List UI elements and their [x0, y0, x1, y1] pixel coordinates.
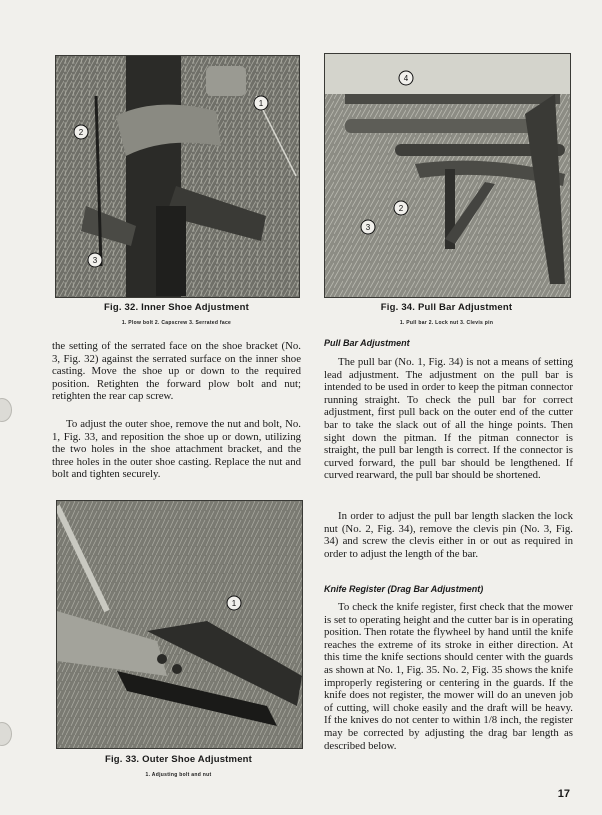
body-paragraph: the setting of the serrated face on the shoe bracket (No. 3, Fig. 32) against the serrated surface on the inner shoe casting. Move the shoe up or down to the required position. Retighten the forward plow bolt and nut; retighten the rear cap screw.	[52, 340, 301, 403]
section-heading-pull-bar: Pull Bar Adjustment	[324, 338, 410, 348]
figure-32-caption: Fig. 32. Inner Shoe Adjustment	[104, 302, 249, 313]
section-heading-knife-register: Knife Register (Drag Bar Adjustment)	[324, 584, 484, 594]
body-paragraph: The pull bar (No. 1, Fig. 34) is not a means of setting lead adjustment. The adjustment on the pull bar is intended to be used in order to keep the pitman connector running straight. To check the pull bar for correct adjustment, first pull back on the outer end of the cutter bar to take the slack out of all the hinge points. Then sight down the pitman. If the pitman connector is straight, the pull bar length is correct. If the connector is curved forward, the pull bar should be lengthened. If curved rearward, the pull bar should be shortened.	[324, 356, 573, 482]
binder-hole-bottom	[0, 722, 12, 746]
figure-34-caption: Fig. 34. Pull Bar Adjustment	[380, 302, 513, 313]
svg-text:4: 4	[403, 74, 409, 83]
figure-33-callouts	[56, 500, 301, 747]
binder-hole-top	[0, 398, 12, 422]
callout-marker	[74, 125, 88, 139]
body-paragraph: In order to adjust the pull bar length slacken the lock nut (No. 2, Fig. 34), remove the clevis pin (No. 3, Fig. 34) and screw the clevis either in or out as required in order to adjust the length of the bar.	[324, 510, 573, 560]
svg-text:3: 3	[365, 223, 371, 232]
svg-text:3: 3	[92, 256, 98, 265]
callout-marker	[394, 201, 408, 215]
callout-marker	[227, 596, 241, 610]
figure-32-legend: 1. Plow bolt 2. Capscrew 3. Serrated face	[121, 320, 232, 326]
page-number: 17	[557, 788, 570, 800]
figure-33-caption: Fig. 33. Outer Shoe Adjustment	[104, 754, 253, 765]
callout-marker	[88, 253, 102, 267]
svg-text:2: 2	[78, 128, 84, 137]
callout-marker	[399, 71, 413, 85]
body-paragraph: To adjust the outer shoe, remove the nut and bolt, No. 1, Fig. 33, and reposition the shoe up or down, utilizing the two holes in the shoe attachment bracket, and the three holes in the outer shoe casting. Replace the nut and bolt and tighten securely.	[52, 418, 301, 481]
figure-34-callouts	[324, 53, 569, 296]
figure-32-callouts	[55, 55, 298, 296]
callout-marker	[254, 96, 268, 110]
callout-marker	[361, 220, 375, 234]
svg-text:1: 1	[258, 99, 264, 108]
figure-34-legend: 1. Pull bar 2. Lock nut 3. Clevis pin	[399, 320, 494, 326]
body-paragraph: To check the knife register, first check that the mower is set to operating height and the cutter bar is in operating position. Then rotate the flywheel by hand until the knife reaches the extreme of its stroke in either direction. At this time the knife sections should center with the guards as shown at No. 1, Fig. 35. No. 2, Fig. 35 shows the knife improperly registering or centering in the guards. If the knife does not register, the mower will do an uneven job of cutting, will choke easily and the draft will be heavy. If the knives do not center to within 1/8 inch, the register may be corrected by adjusting the drag bar length as described below.	[324, 601, 573, 752]
svg-text:1: 1	[231, 599, 237, 608]
figure-33-legend: 1. Adjusting bolt and nut	[145, 772, 212, 778]
svg-text:2: 2	[398, 204, 404, 213]
